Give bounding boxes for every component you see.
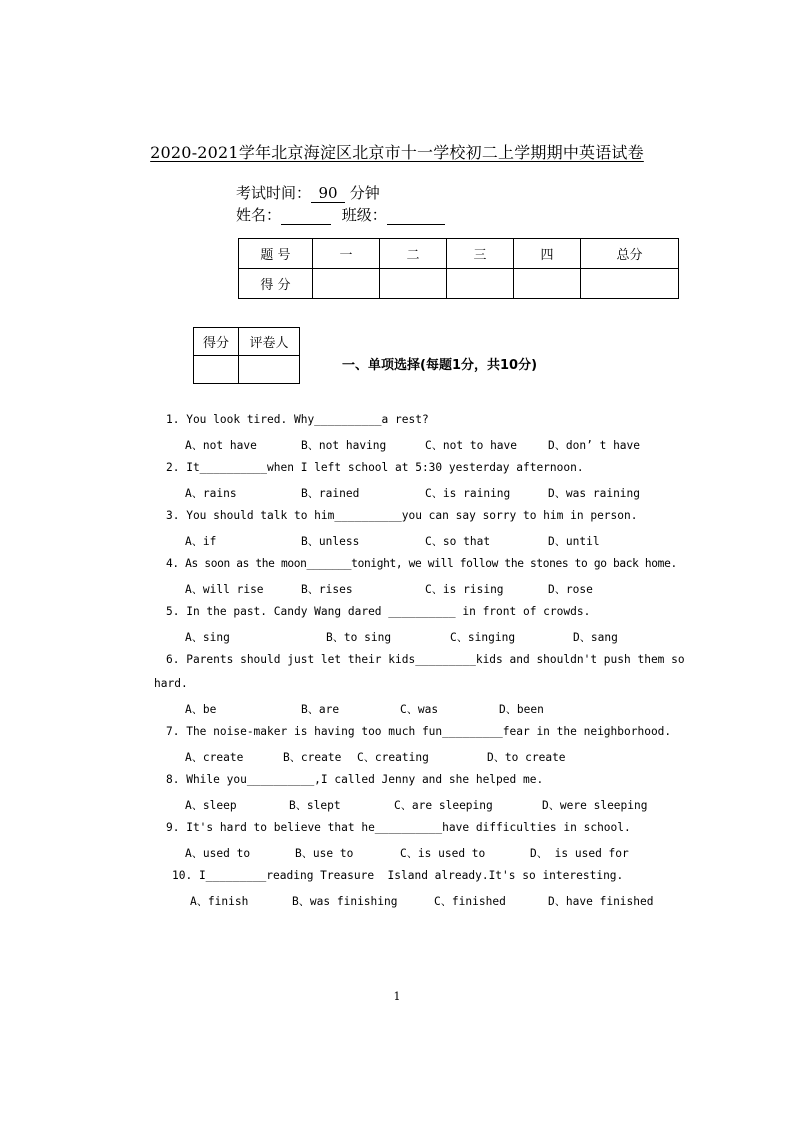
option-d: D、rose (548, 583, 593, 596)
option-b: B、use to (295, 847, 354, 860)
option-d: D、don’ t have (548, 439, 641, 452)
name-blank[interactable] (281, 206, 331, 225)
option-a: A、sing (185, 631, 230, 644)
option-c: C、was (400, 703, 439, 716)
option-c: C、is rising (425, 583, 504, 596)
exam-title: 2020-2021学年北京海淀区北京市十一学校初二上学期期中英语试卷 (150, 143, 644, 162)
option-c: C、not to have (425, 439, 518, 452)
option-b: B、create (283, 751, 342, 764)
option-c: C、are sleeping (394, 799, 493, 812)
option-d: D、were sleeping (542, 799, 648, 812)
option-c: C、singing (450, 631, 516, 644)
option-b: B、unless (301, 535, 360, 548)
question-stem: 2. It__________when I left school at 5:30 yesterday afternoon. (166, 461, 584, 474)
option-a: A、sleep (185, 799, 237, 812)
question-stem: 7. The noise-maker is having too much fun_________fear in the neighborhood. (166, 725, 672, 738)
exam-time-label: 考试时间： (236, 184, 312, 202)
option-a: A、be (185, 703, 217, 716)
option-d: D、 is used for (530, 847, 629, 860)
exam-time-unit: 分钟 (349, 184, 380, 202)
score-table-header: 三 (447, 239, 514, 269)
option-d: D、until (548, 535, 600, 548)
score-cell[interactable] (447, 269, 514, 299)
option-b: B、rained (301, 487, 360, 500)
option-a: A、will rise (185, 583, 264, 596)
option-d: D、to create (487, 751, 566, 764)
name-class-line (236, 204, 445, 225)
score-table-header: 总分 (581, 239, 679, 269)
option-b: B、slept (289, 799, 341, 812)
question-stem-continued: hard. (154, 677, 188, 690)
score-cell[interactable] (581, 269, 679, 299)
grader-score-label: 得分 (194, 328, 239, 356)
question-stem: 5. In the past. Candy Wang dared __________ in front of crowds. (166, 605, 591, 618)
option-c: C、creating (357, 751, 429, 764)
class-label: 班级： (341, 206, 387, 224)
question-stem: 10. I_________reading Treasure Island already.It's so interesting. (172, 869, 624, 882)
option-d: D、sang (573, 631, 618, 644)
grader-score-cell[interactable] (194, 356, 239, 384)
grader-name-cell[interactable] (239, 356, 300, 384)
exam-time-value: 90 (311, 184, 345, 203)
score-table-header: 二 (380, 239, 447, 269)
class-blank[interactable] (387, 206, 445, 225)
option-a: A、create (185, 751, 244, 764)
option-c: C、finished (434, 895, 506, 908)
option-d: D、was raining (548, 487, 641, 500)
option-a: A、finish (190, 895, 249, 908)
grader-label: 评卷人 (239, 328, 300, 356)
option-b: B、was finishing (292, 895, 398, 908)
question-stem: 6. Parents should just let their kids_________kids and shouldn't push them so (166, 653, 685, 666)
question-stem: 1. You look tired. Why__________a rest? (166, 413, 429, 426)
score-table-header: 四 (514, 239, 581, 269)
option-b: B、to sing (326, 631, 392, 644)
option-d: D、have finished (548, 895, 654, 908)
score-table-header: 题 号 (239, 239, 313, 269)
name-label: 姓名： (236, 206, 282, 224)
option-c: C、so that (425, 535, 491, 548)
option-b: B、are (301, 703, 340, 716)
option-a: A、rains (185, 487, 237, 500)
exam-time-line (236, 182, 380, 203)
score-cell[interactable] (514, 269, 581, 299)
section-title: 一、单项选择(每题1分，共10分) (342, 358, 538, 373)
score-cell[interactable] (380, 269, 447, 299)
option-a: A、used to (185, 847, 251, 860)
score-cell[interactable] (313, 269, 380, 299)
score-table-header: 一 (313, 239, 380, 269)
question-stem: 3. You should talk to him__________you can say sorry to him in person. (166, 509, 638, 522)
option-c: C、is used to (400, 847, 486, 860)
score-table (238, 238, 679, 299)
question-stem: 4. As soon as the moon_______tonight, we will follow the stones to go back home. (166, 557, 677, 570)
option-c: C、is raining (425, 487, 511, 500)
option-b: B、not having (301, 439, 387, 452)
page-number: 1 (393, 990, 401, 1003)
option-d: D、been (499, 703, 544, 716)
grader-box (193, 327, 300, 384)
option-a: A、not have (185, 439, 257, 452)
option-a: A、if (185, 535, 217, 548)
option-b: B、rises (301, 583, 353, 596)
question-stem: 9. It's hard to believe that he__________have difficulties in school. (166, 821, 631, 834)
question-stem: 8. While you__________,I called Jenny and she helped me. (166, 773, 544, 786)
score-row-label: 得 分 (239, 269, 313, 299)
